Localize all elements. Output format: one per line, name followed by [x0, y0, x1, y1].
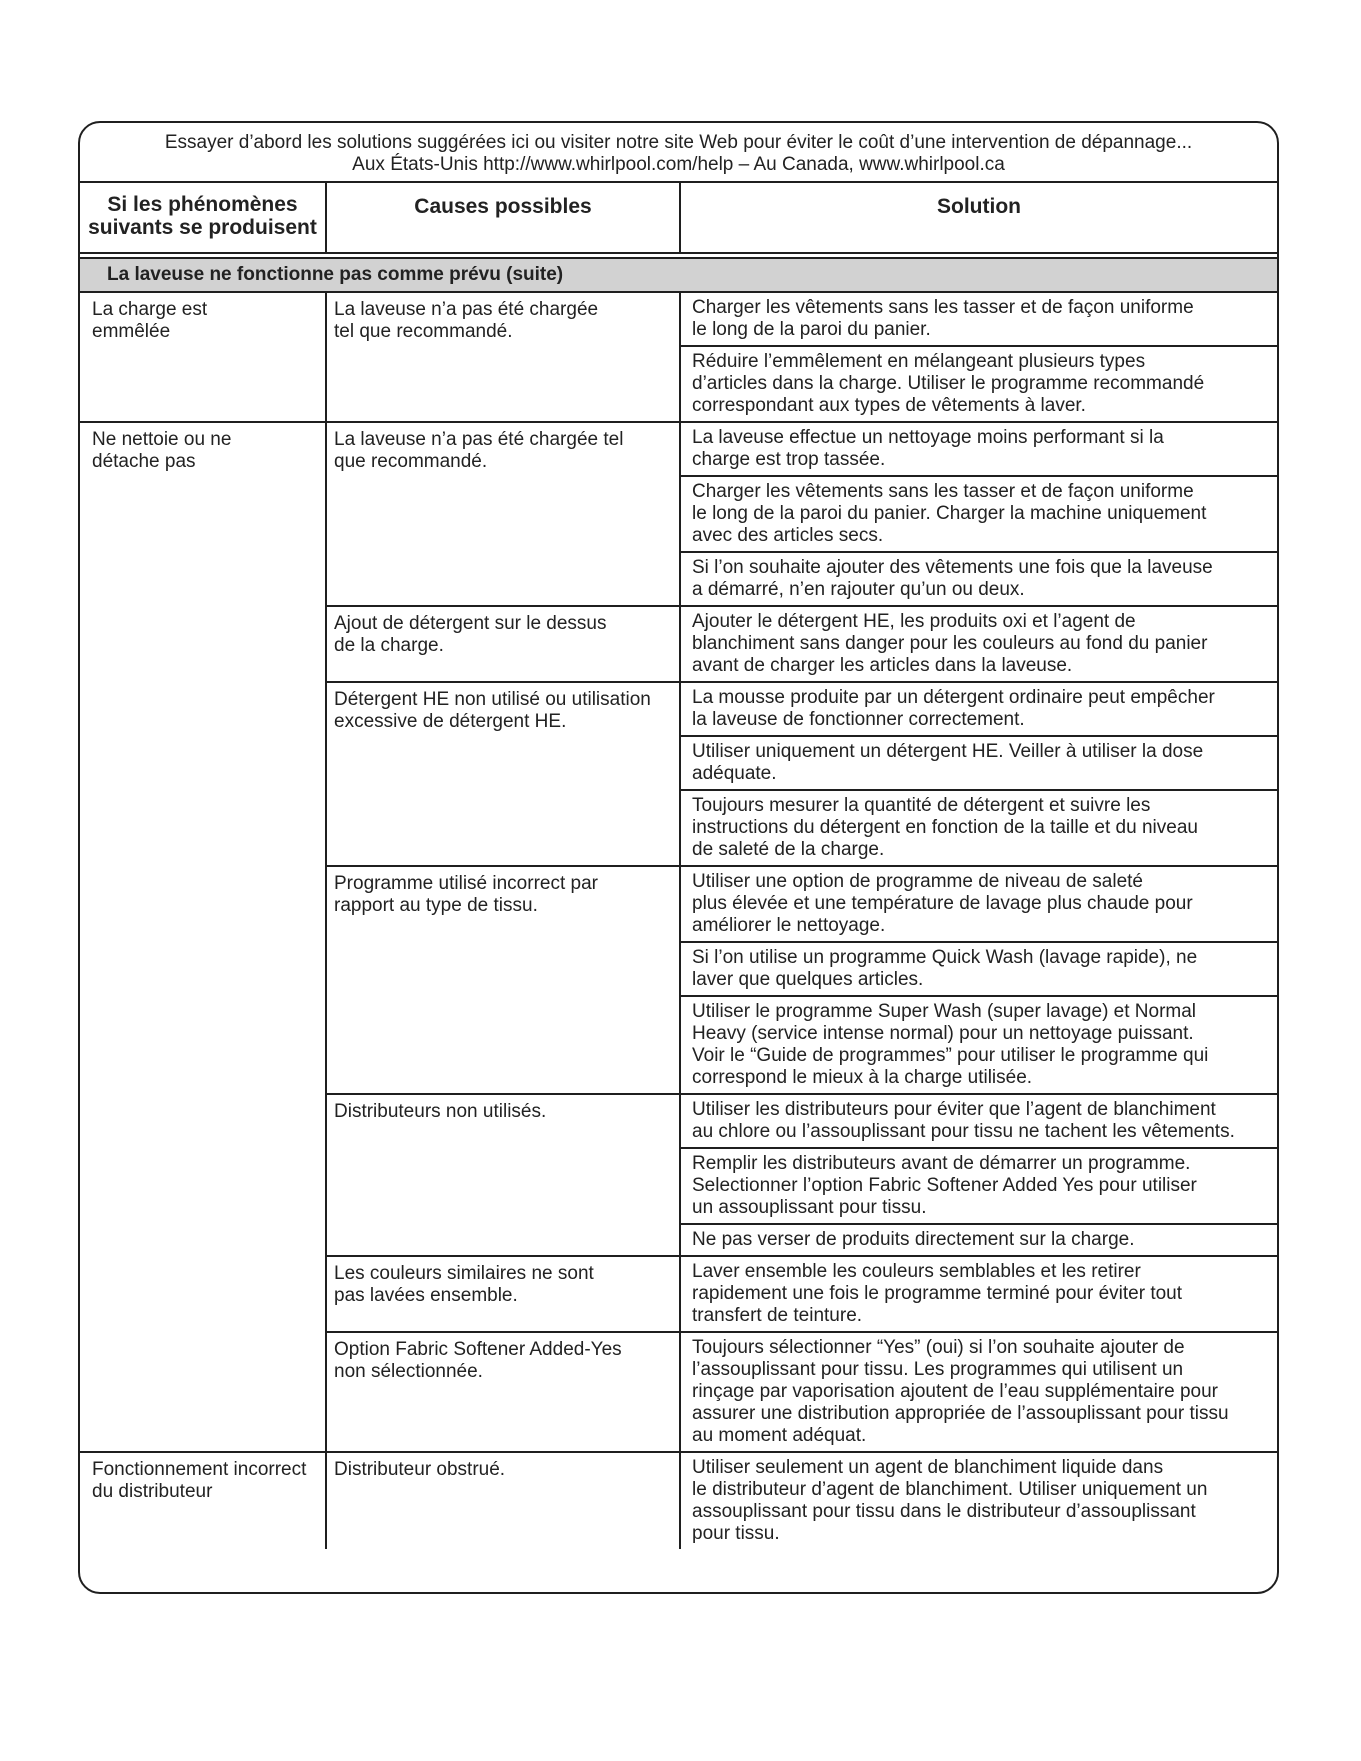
- section-title: La laveuse ne fonctionne pas comme prévu (suite): [80, 257, 1277, 293]
- solutions-column: [681, 423, 1277, 605]
- solution-cell: Réduire l’emmêlement en mélangeant plusieurs types d’articles dans la charge. Utiliser le programme recommandé correspondant aux types de vêtements à laver.: [692, 351, 1205, 416]
- cause-block: [327, 607, 1277, 683]
- solutions-column: [681, 683, 1277, 865]
- cause-cell: Option Fabric Softener Added-Yes non sélectionnée.: [327, 1333, 681, 1451]
- table-body: [80, 293, 1277, 1549]
- causes-column: [327, 1453, 1277, 1549]
- causes-column: [327, 423, 1277, 1451]
- cause-block: [327, 683, 1277, 867]
- solution-cell: Utiliser une option de programme de niveau de saleté plus élevée et une température de lavage plus chaude pour améliorer le nettoyage.: [681, 867, 1277, 943]
- solution-cell: Remplir les distributeurs avant de démarrer un programme. Selectionner l’option Fabric Softener Added Yes pour utiliser un assouplissant pour tissu.: [681, 1149, 1277, 1225]
- header-causes: Causes possibles: [327, 183, 681, 252]
- symptom-cell: Ne nettoie ou ne détache pas: [80, 423, 327, 1451]
- cause-cell: Les couleurs similaires ne sont pas lavées ensemble.: [327, 1257, 681, 1331]
- cause-cell: La laveuse n’a pas été chargée tel que recommandé.: [327, 423, 681, 605]
- header-solution: Solution: [937, 195, 1021, 218]
- cause-block: [327, 1453, 1277, 1549]
- cause-block: [327, 293, 1277, 421]
- solution-cell: Toujours sélectionner “Yes” (oui) si l’on souhaite ajouter de l’assouplissant pour tissu. Les programmes qui utilisent un rinçage par vaporisation ajoutent de l’eau supplémentaire pour assurer une distribution appropriée de l’assouplissant pour tissu au moment adéquat.: [692, 1337, 1229, 1446]
- solution-cell: Si l’on utilise un programme Quick Wash (lavage rapide), ne laver que quelques articles.: [681, 943, 1277, 997]
- solution-cell: Utiliser seulement un agent de blanchiment liquide dans le distributeur d’agent de blanchiment. Utiliser uniquement un assouplissant pour tissu dans le distributeur d’assouplissant pour tissu.: [692, 1457, 1208, 1544]
- table-header: [80, 183, 1277, 254]
- solution-cell: Utiliser les distributeurs pour éviter que l’agent de blanchiment au chlore ou l’assouplissant pour tissu ne tachent les vêtements.: [681, 1095, 1277, 1149]
- solutions-column: [681, 1257, 1277, 1331]
- symptom-cell: Fonctionnement incorrect du distributeur: [80, 1453, 327, 1549]
- troubleshooting-table: [78, 121, 1279, 1594]
- cause-cell: Ajout de détergent sur le dessus de la charge.: [327, 607, 681, 681]
- solution-cell: Ajouter le détergent HE, les produits oxi et l’agent de blanchiment sans danger pour les couleurs au fond du panier avant de charger les articles dans la laveuse.: [692, 611, 1208, 676]
- solution-cell: La mousse produite par un détergent ordinaire peut empêcher la laveuse de fonctionner correctement.: [681, 683, 1277, 737]
- solutions-column: [681, 1333, 1277, 1451]
- cause-cell: La laveuse n’a pas été chargée tel que recommandé.: [327, 293, 681, 421]
- solutions-column: [681, 293, 1277, 421]
- solutions-column: [681, 867, 1277, 1093]
- cause-block: [327, 1095, 1277, 1257]
- solutions-column: [681, 607, 1277, 681]
- symptom-cell: La charge est emmêlée: [80, 293, 327, 421]
- causes-column: [327, 293, 1277, 421]
- solution-cell: Ne pas verser de produits directement sur la charge.: [692, 1229, 1135, 1250]
- solution-cell: Si l’on souhaite ajouter des vêtements une fois que la laveuse a démarré, n’en rajouter qu’un ou deux.: [692, 557, 1213, 600]
- table-row: [80, 423, 1277, 1453]
- cause-block: [327, 867, 1277, 1095]
- solution-cell: Charger les vêtements sans les tasser et de façon uniforme le long de la paroi du panier.: [681, 293, 1277, 347]
- intro-line-1: Essayer d’abord les solutions suggérées ici ou visiter notre site Web pour éviter le coût d’une intervention de dépannage...: [164, 132, 1193, 153]
- header-symptoms: Si les phénomènes suivants se produisent: [80, 183, 327, 252]
- cause-block: [327, 1333, 1277, 1451]
- solution-cell: Utiliser le programme Super Wash (super lavage) et Normal Heavy (service intense normal) pour un nettoyage puissant. Voir le “Guide de programmes” pour utiliser le programme qui correspond le mieux à la charge utilisée.: [692, 1001, 1209, 1088]
- intro-line-2: Aux États-Unis http://www.whirlpool.com/help – Au Canada, www.whirlpool.ca: [352, 154, 1005, 175]
- solutions-column: [681, 1095, 1277, 1255]
- solutions-column: [681, 1453, 1277, 1549]
- solution-cell: Charger les vêtements sans les tasser et de façon uniforme le long de la paroi du panier. Charger la machine uniquement avec des articles secs.: [681, 477, 1277, 553]
- cause-block: [327, 423, 1277, 607]
- table-row: [80, 1453, 1277, 1549]
- intro-banner: [80, 123, 1277, 183]
- cause-block: [327, 1257, 1277, 1333]
- cause-cell: Programme utilisé incorrect par rapport au type de tissu.: [327, 867, 681, 1093]
- solution-cell: Laver ensemble les couleurs semblables et les retirer rapidement une fois le programme terminé pour éviter tout transfert de teinture.: [692, 1261, 1183, 1326]
- table-row: [80, 293, 1277, 423]
- cause-cell: Distributeur obstrué.: [327, 1453, 681, 1549]
- solution-cell: Utiliser uniquement un détergent HE. Veiller à utiliser la dose adéquate.: [681, 737, 1277, 791]
- solution-cell: La laveuse effectue un nettoyage moins performant si la charge est trop tassée.: [681, 423, 1277, 477]
- cause-cell: Détergent HE non utilisé ou utilisation excessive de détergent HE.: [327, 683, 681, 865]
- solution-cell: Toujours mesurer la quantité de détergent et suivre les instructions du détergent en fonction de la taille et du niveau de saleté de la charge.: [692, 795, 1198, 860]
- cause-cell: Distributeurs non utilisés.: [327, 1095, 681, 1255]
